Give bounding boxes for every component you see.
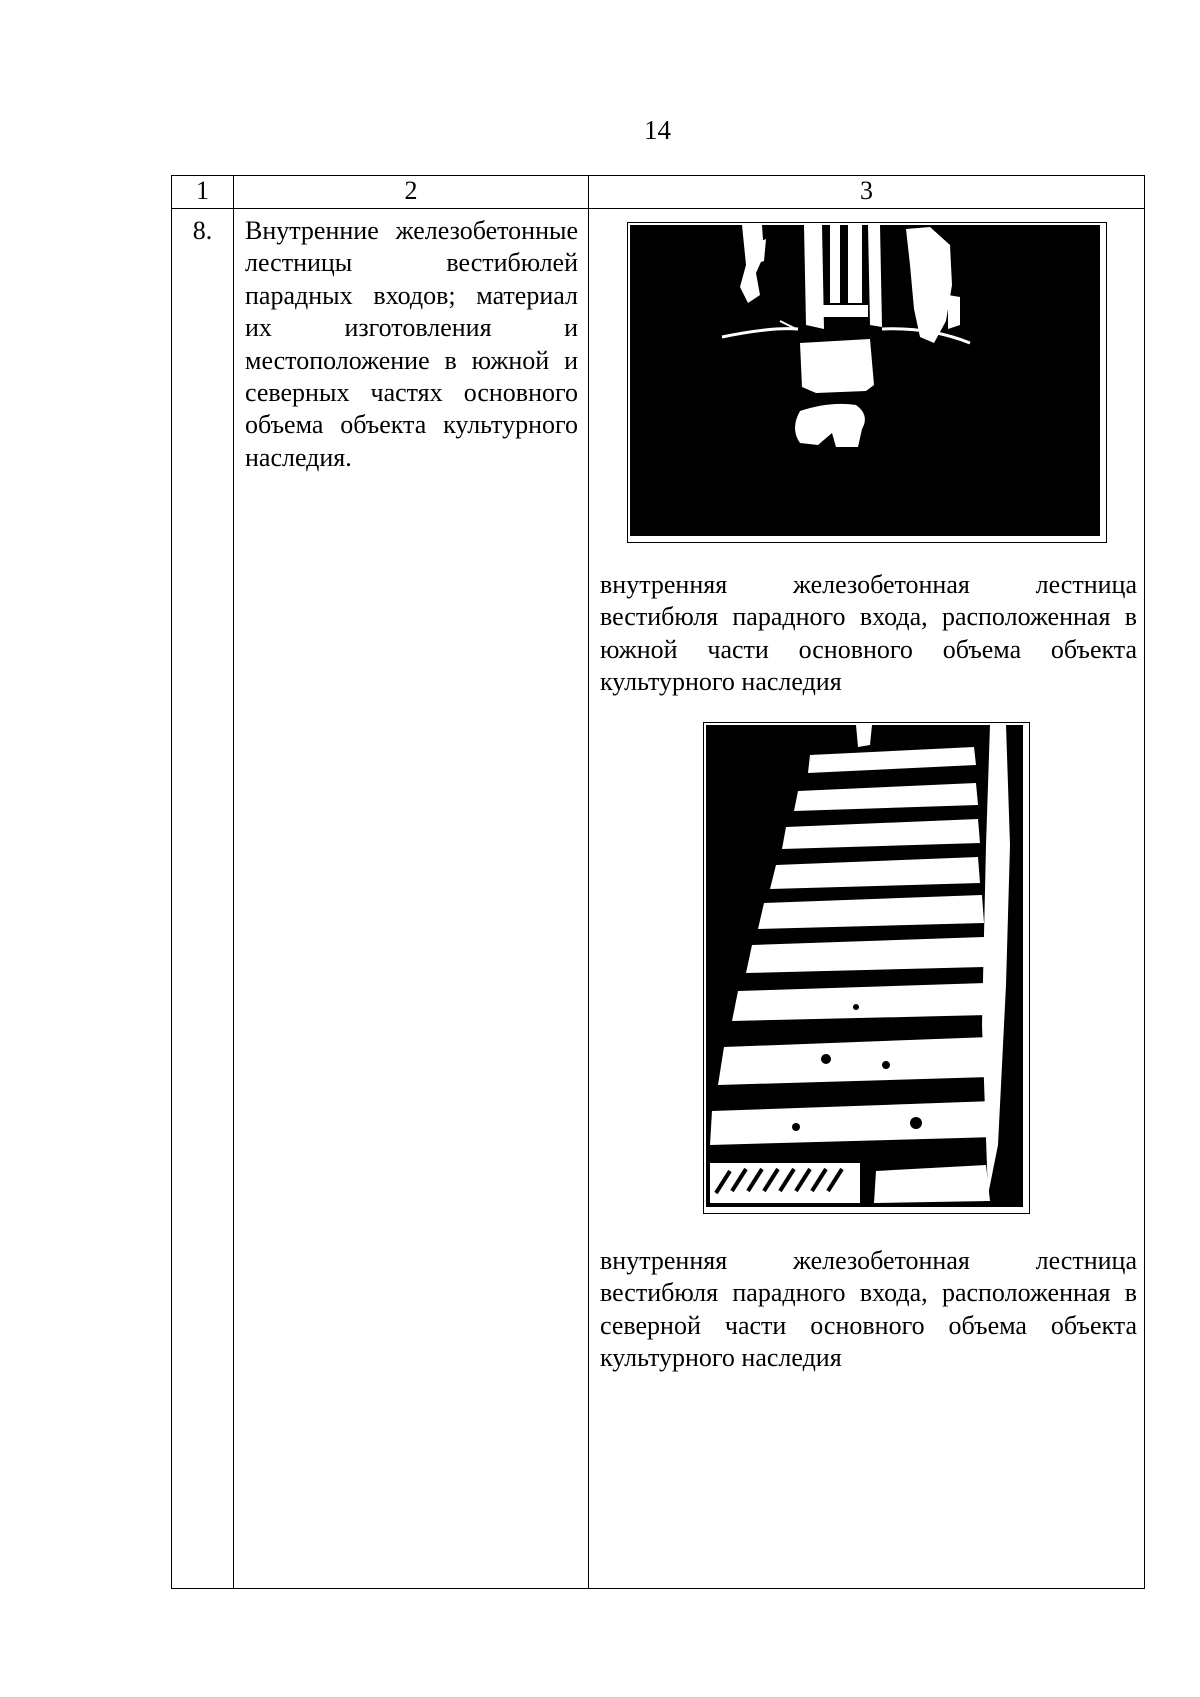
monument-elements-table (171, 175, 1145, 1589)
photo-north-staircase-image (706, 725, 1023, 1207)
photo-caption-south: внутренняя железобетонная лестница вестибюля парадного входа, расположенная в южной части основного объема объекта культурного наследия (600, 570, 1137, 697)
column-header-3: 3 (589, 176, 1145, 209)
row-description: Внутренние железобетонные лестницы вестибюлей парадных входов; материал их изготовления и местоположение в южной и северных частях основного объема объекта культурного наследия. (234, 209, 589, 1589)
photo-caption-north: внутренняя железобетонная лестница вестибюля парадного входа, расположенная в северной части основного объема объекта культурного наследия (600, 1246, 1137, 1373)
photo-north-staircase (703, 722, 1030, 1214)
photo-south-staircase (627, 222, 1107, 543)
row-photos-cell (589, 209, 1145, 1589)
column-header-2: 2 (234, 176, 589, 209)
table-row (172, 209, 1145, 1589)
page-number: 14 (644, 115, 671, 145)
photo-south-staircase-image (630, 225, 1100, 536)
table-header-row (172, 176, 1145, 209)
column-header-1: 1 (172, 176, 234, 209)
row-number: 8. (172, 209, 234, 1589)
